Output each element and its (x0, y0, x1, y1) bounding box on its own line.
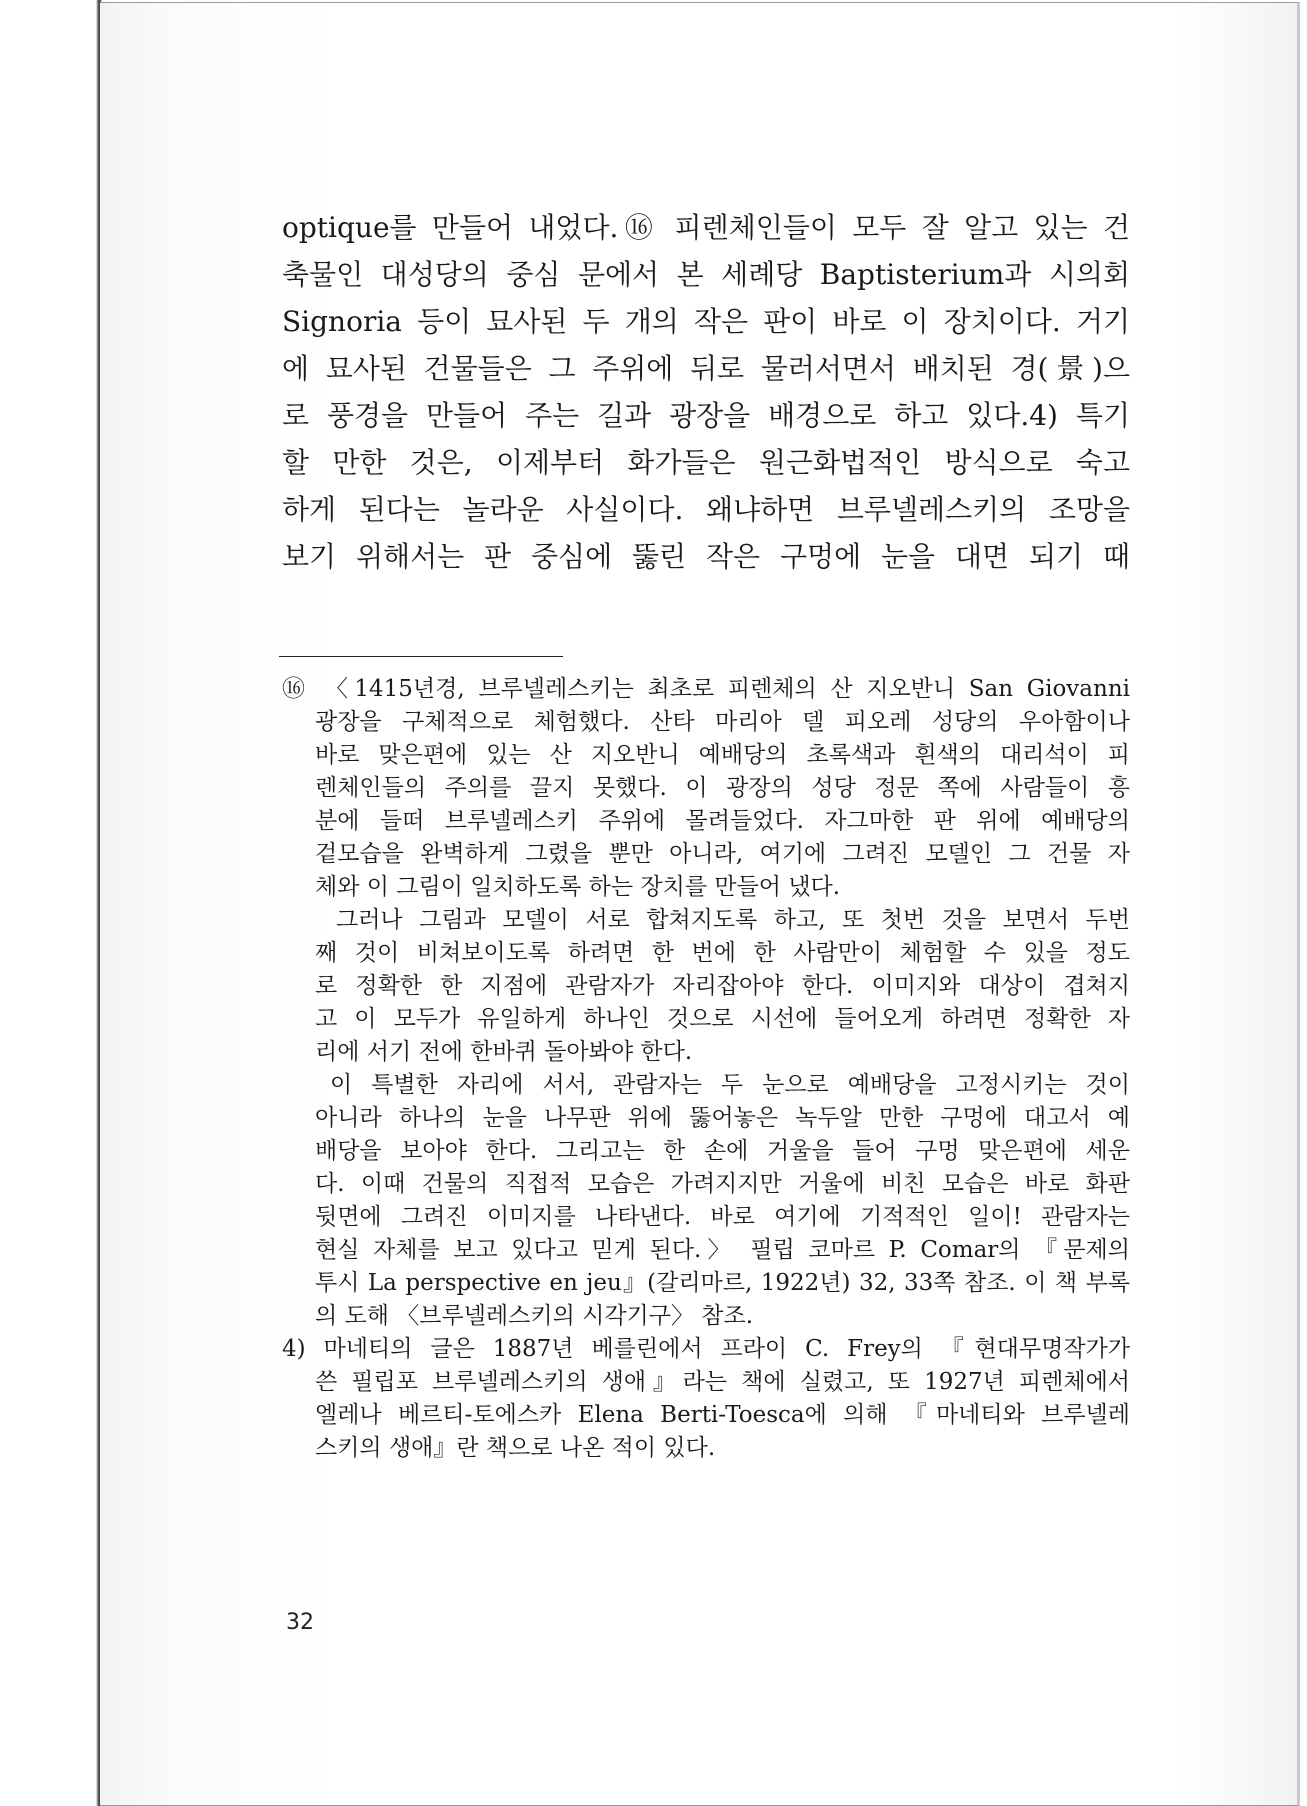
body-line: 하게 된다는 놀라운 사실이다. 왜냐하면 브루넬레스키의 조망을 (282, 493, 1130, 526)
footnote-line: 의 도해 〈브루넬레스키의 시각기구〉 참조. (315, 1303, 754, 1329)
page-edge-shadow (0, 0, 102, 1806)
footnote-line: 째 것이 비쳐보이도록 하려면 한 번에 한 사람만이 체험할 수 있을 정도 (315, 940, 1130, 966)
footnote-line: 4) 마네티의 글은 1887년 베를린에서 프라이 C. Frey의 『현대무명작가가 (282, 1336, 1130, 1362)
body-line: 보기 위해서는 판 중심에 뚫린 작은 구멍에 눈을 대면 되기 때 (282, 540, 1130, 573)
footnote-line: 바로 맞은편에 있는 산 지오반니 예배당의 초록색과 흰색의 대리석이 피 (315, 742, 1130, 768)
footnote-line: 분에 들떠 브루넬레스키 주위에 몰려들었다. 자그마한 판 위에 예배당의 (315, 808, 1130, 834)
footnote-line: 아니라 하나의 눈을 나무판 위에 뚫어놓은 녹두알 만한 구멍에 대고서 예 (315, 1105, 1130, 1131)
body-line: 할 만한 것은, 이제부터 화가들은 원근화법적인 방식으로 숙고 (282, 446, 1130, 479)
footnote-line: 그러나 그림과 모델이 서로 합쳐지도록 하고, 또 첫번 것을 보면서 두번 (336, 907, 1130, 933)
footnote-line: 다. 이때 건물의 직접적 모습은 가려지지만 거울에 비친 모습은 바로 화판 (315, 1171, 1130, 1197)
footnote-line: 스키의 생애』란 책으로 나온 적이 있다. (315, 1435, 716, 1461)
footnote-line: 쓴 필립포 브루넬레스키의 생애』라는 책에 실렸고, 또 1927년 피렌체에서 (315, 1369, 1130, 1395)
page-number: 32 (286, 1610, 314, 1635)
footnote-line: 현실 자체를 보고 있다고 믿게 된다.〉 필립 코마르 P. Comar의 『문제의 (315, 1237, 1130, 1263)
footnote-divider (279, 656, 563, 657)
footnote-line: 투시 La perspective en jeu』(갈리마르, 1922년) 32, 33쪽 참조. 이 책 부록 (315, 1270, 1130, 1296)
body-line: Signoria 등이 묘사된 두 개의 작은 판이 바로 이 장치이다. 거기 (282, 305, 1130, 338)
footnote-line: 로 정확한 한 지점에 관람자가 자리잡아야 한다. 이미지와 대상이 겹쳐지 (315, 973, 1130, 999)
footnote-line: 겉모습을 완벽하게 그렸을 뿐만 아니라, 여기에 그려진 모델인 그 건물 자 (315, 841, 1130, 867)
footnote-line: 엘레나 베르티-토에스카 Elena Berti-Toesca에 의해 『마네티와 브루넬레 (315, 1402, 1130, 1428)
body-line: optique를 만들어 내었다.⑯ 피렌체인들이 모두 잘 알고 있는 건 (282, 211, 1130, 244)
footnote-line: 체와 이 그림이 일치하도록 하는 장치를 만들어 냈다. (315, 874, 841, 900)
footnote-line: 렌체인들의 주의를 끌지 못했다. 이 광장의 성당 정문 쪽에 사람들이 흥 (315, 775, 1130, 801)
footnote-line: 이 특별한 자리에 서서, 관람자는 두 눈으로 예배당을 고정시키는 것이 (330, 1072, 1130, 1098)
footnote-line: 고 이 모두가 유일하게 하나인 것으로 시선에 들어오게 하려면 정확한 자 (315, 1006, 1130, 1032)
footnotes (282, 673, 1130, 1465)
body-line: 에 묘사된 건물들은 그 주위에 뒤로 물러서면서 배치된 경(景)으 (282, 352, 1130, 385)
footnote-line: 배당을 보아야 한다. 그리고는 한 손에 거울을 들어 구멍 맞은편에 세운 (315, 1138, 1130, 1164)
body-line: 로 풍경을 만들어 주는 길과 광장을 배경으로 하고 있다.4) 특기 (282, 399, 1130, 432)
footnote-line: 뒷면에 그려진 이미지를 나타낸다. 바로 여기에 기적적인 일이! 관람자는 (315, 1204, 1130, 1230)
footnote-line: 리에 서기 전에 한바퀴 돌아봐야 한다. (315, 1039, 693, 1065)
body-line: 축물인 대성당의 중심 문에서 본 세례당 Baptisterium과 시의회 (282, 258, 1130, 291)
footnote-line: 광장을 구체적으로 체험했다. 산타 마리아 델 피오레 성당의 우아함이나 (315, 709, 1130, 735)
main-text (282, 204, 1130, 580)
footnote-line: ⑯ 〈1415년경, 브루넬레스키는 최초로 피렌체의 산 지오반니 San Giovanni (282, 676, 1130, 702)
